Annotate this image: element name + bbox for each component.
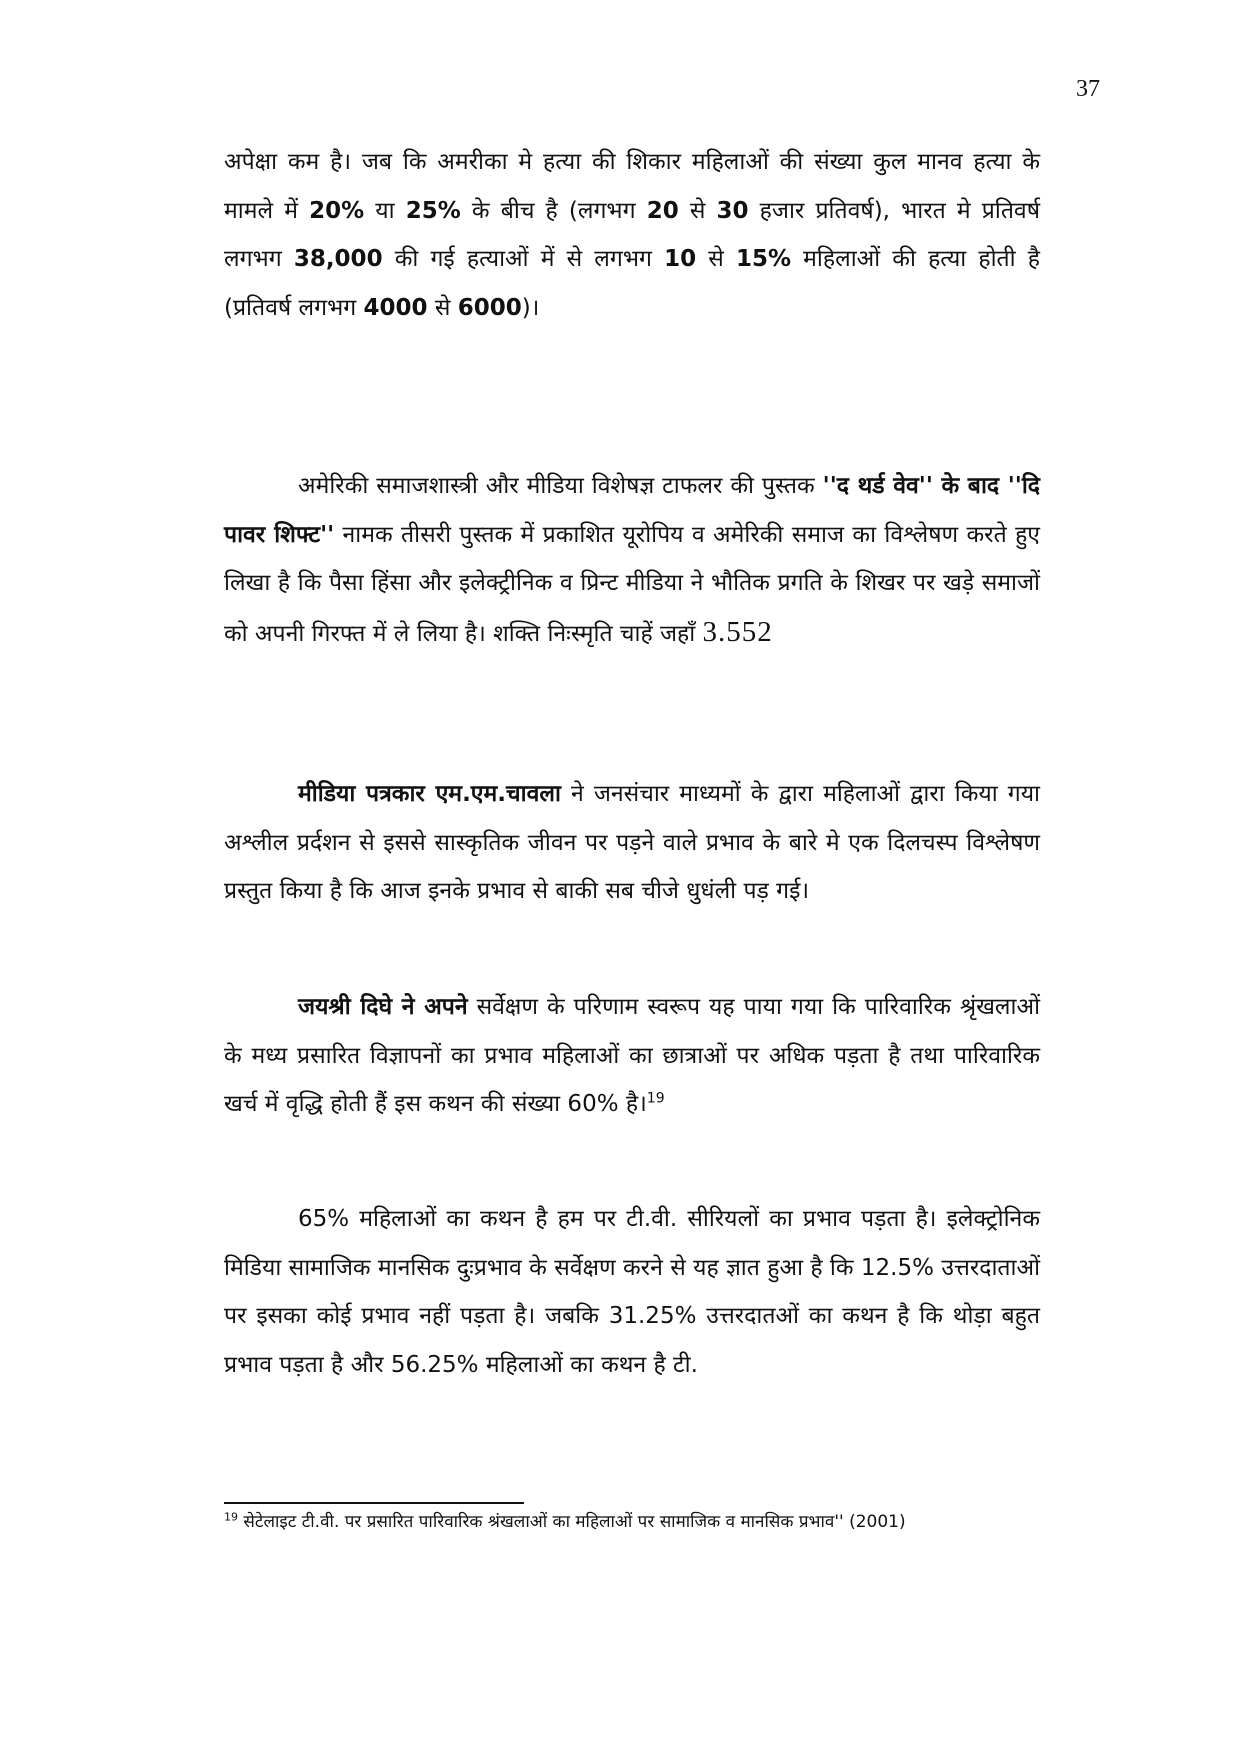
paragraph-4 (224, 983, 1040, 1129)
p3-text-1: ने जनसंचार माध्यमों के द्वारा महिलाओं द्वारा किया गया अश्लील प्रर्दशन से इससे सास्कृतिक जीवन पर पड़ने वाले प्रभाव के बारे मे एक दिलचस्प विश्लेषण प्रस्तुत किया है कि आज इनके प्रभाव से बाकी सब चीजे धुधंली पड़ गई। (224, 781, 1040, 904)
p1-bold-5: 38,000 (293, 246, 383, 272)
footnote-text: सेटेलाइट टी.वी. पर प्रसारित पारिवारिक श्रंखलाओं का महिलाओं पर सामाजिक व मानसिक प्रभाव'' (2001) (238, 1512, 906, 1532)
p1-text-6: की गई हत्याओं में से लगभग (382, 246, 665, 272)
footnote-divider (224, 1502, 524, 1504)
paragraph-3 (224, 770, 1040, 916)
p1-text-3: के बीच है (लगभग (460, 197, 647, 224)
p2-number: 3.552 (702, 615, 773, 648)
p4-bold-1: जयश्री दिघे ने अपने (298, 994, 468, 1020)
p1-text-2: या (364, 197, 406, 224)
p5-text-1: 65% महिलाओं का कथन है हम पर टी.वी. सीरियलों का प्रभाव पड़ता है। इलेक्ट्रोनिक मिडिया सामाजिक मानसिक दुःप्रभाव के सर्वेक्षण करने से यह ज्ञात हुआ है कि 12.5% उत्तरदाताओं पर इसका कोई प्रभाव नहीं पड़ता है। जबकि 31.25% उत्तरदातओं का कथन है कि थोड़ा बहुत प्रभाव पड़ता है और 56.25% महिलाओं का कथन है टी. (224, 1206, 1040, 1378)
p1-bold-9: 6000 (457, 294, 522, 321)
p2-bold-1: ''द थर्ड वेव'' के बाद ''दि पावर शिफ्ट'' (224, 473, 1041, 548)
p1-bold-2: 25% (405, 197, 461, 224)
p1-bold-7: 15% (735, 246, 792, 272)
p2-text-2: नामक तीसरी पुस्तक में प्रकाशित यूरोपिय व अमेरिकी समाज का विश्लेषण करते हुए लिखा है कि पैसा हिंसा और इलेक्ट्रीनिक व प्रिन्ट मीडिया ने भौतिक प्रगति के शिखर पर खड़े समाजों को अपनी गिरफ्त में ले लिया है। शक्ति निःस्मृति चाहें जहाँ (224, 521, 1041, 647)
p1-bold-8: 4000 (363, 294, 428, 321)
paragraph-2 (224, 462, 1040, 658)
p3-bold-1: मीडिया पत्रकार एम.एम.चावला (298, 781, 561, 807)
p1-text-9: से (427, 294, 458, 321)
p4-text-1: सर्वेक्षण के परिणाम स्वरूप यह पाया गया कि पारिवारिक श्रृंखलाओं के मध्य प्रसारित विज्ञापनों का प्रभाव महिलाओं का छात्राओं पर अधिक पड़ता है तथा पारिवारिक खर्च में वृद्धि होती हैं इस कथन की संख्या 60% है। (224, 994, 1040, 1117)
p1-bold-6: 10 (664, 246, 697, 272)
p1-text-7: से (696, 246, 736, 272)
paragraph-1 (224, 138, 1040, 332)
p1-bold-4: 30 (716, 197, 749, 224)
footnote (224, 1510, 1040, 1535)
p4-footnote-ref[interactable]: 19 (646, 1090, 665, 1107)
p1-text-1: अपेक्षा कम है। जब कि अमरीका मे हत्या की शिकार महिलाओं की संख्या कुल मानव हत्या के मामले में (224, 149, 1040, 224)
p1-text-5: हजार प्रतिवर्ष), भारत मे प्रतिवर्ष लगभग (224, 197, 1041, 272)
page-number: 37 (1076, 76, 1100, 102)
p2-text-1: अमेरिकी समाजशास्त्री और मीडिया विशेषज्ञ टाफलर की पुस्तक (298, 473, 823, 499)
p1-text-4: से (678, 197, 717, 224)
p1-text-8: महिलाओं की हत्या होती है (प्रतिवर्ष लगभग (224, 246, 1040, 321)
p1-text-10: )। (521, 294, 540, 321)
p1-bold-1: 20% (309, 197, 365, 224)
footnote-marker: 19 (224, 1510, 238, 1524)
paragraph-5 (224, 1195, 1040, 1389)
p1-bold-3: 20 (646, 197, 679, 224)
